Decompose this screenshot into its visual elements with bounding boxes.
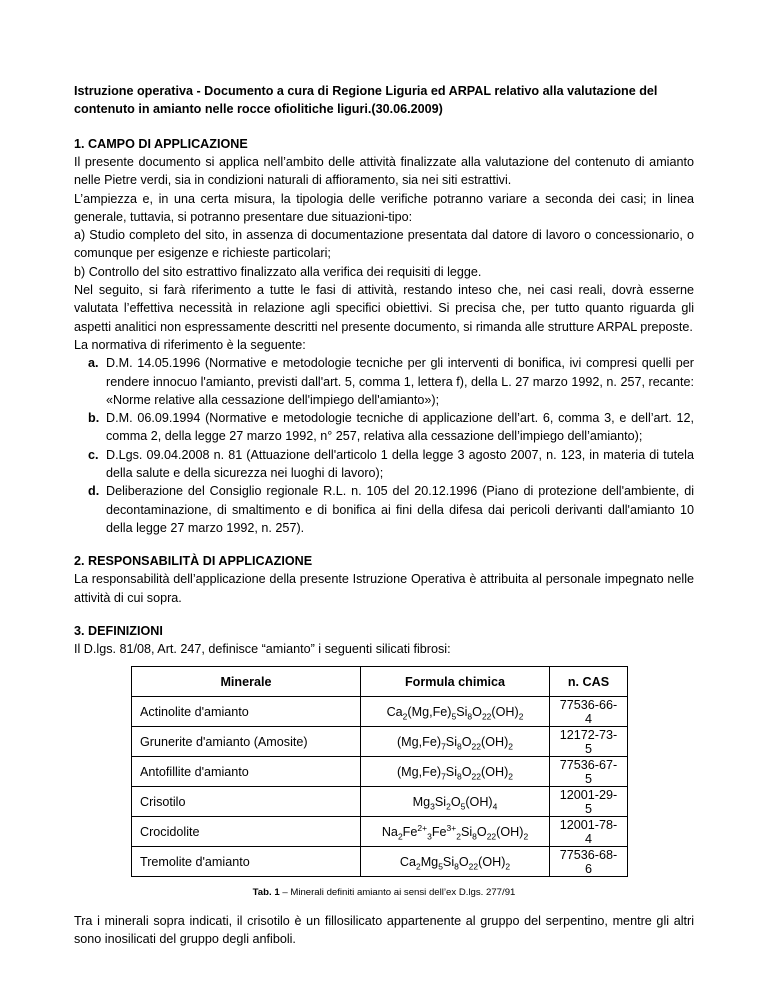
reference-item (74, 409, 694, 446)
reference-text: D.M. 14.05.1996 (Normative e metodologie tecniche per gli interventi di bonifica, ivi compresi quelli per rendere innocuo l'amianto, previsti dall'art. 5, comma 1, lettera f), della L. 27 marzo 1992, n. 257, recante: «Norme relative alla cessazione dell'impiego dell'amianto»); (106, 356, 694, 407)
table-row (132, 847, 628, 877)
reference-text: D.Lgs. 09.04.2008 n. 81 (Attuazione dell'articolo 1 della legge 3 agosto 2007, n. 123, in materia di tutela della salute e della sicurezza nei luoghi di lavoro); (106, 447, 694, 481)
cas-cell: 12172-73-5 (550, 727, 628, 757)
section-heading: 3. DEFINIZIONI (74, 623, 163, 638)
section-definizioni (74, 622, 694, 949)
paragraph: Nel seguito, si farà riferimento a tutte le fasi di attività, restando inteso che, nei casi reali, dovrà esserne valutata l’effettiva necessità in relazione agli specifici obiettivi. Si precisa che, per tutto quanto riguarda gli aspetti analitici non espressamente descritti nel presente documento, si rimanda alle strutture ARPAL preposte. (74, 283, 694, 334)
section-heading: 1. CAMPO DI APPLICAZIONE (74, 137, 248, 151)
reference-marker: d. (88, 484, 100, 499)
reference-text: D.M. 06.09.1994 (Normative e metodologie tecniche di applicazione dell’art. 6, comma 3, e dell’art. 12, comma 2, della legge 27 marzo 1992, n° 257, relativa alla cessazione dell’impiego dell’amianto); (106, 411, 694, 444)
table-row (132, 697, 628, 727)
closing-paragraph: Tra i minerali sopra indicati, il crisotilo è un fillosilicato appartenente al gruppo del serpentino, mentre gli altri sono inosilicati del gruppo degli anfiboli. (74, 914, 694, 947)
table-row (132, 727, 628, 757)
paragraph: Il D.lgs. 81/08, Art. 247, definisce “amianto” i seguenti silicati fibrosi: (74, 641, 451, 656)
formula-cell: $Ca_2Mg_5Si_8O_{22}(OH)_2$ (361, 847, 550, 877)
reference-marker: a. (88, 356, 99, 371)
section-responsabilita (74, 552, 694, 607)
table-caption (74, 887, 694, 898)
cas-cell: 77536-67-5 (550, 757, 628, 787)
reference-marker: b. (88, 411, 100, 426)
cas-cell: 77536-66-4 (550, 697, 628, 727)
mineral-cell: Crocidolite (132, 817, 361, 847)
document-page (74, 82, 694, 949)
section-campo-di-applicazione (74, 135, 694, 537)
document-title: Istruzione operativa - Documento a cura di Regione Liguria ed ARPAL relativo alla valutazione del contenuto in amianto nelle rocce ofiolitiche liguri.(30.06.2009) (74, 84, 658, 116)
formula-cell: $(Mg,Fe)_7Si_8O_{22}(OH)_2$ (361, 757, 550, 787)
reference-marker: c. (88, 447, 99, 462)
mineral-cell: Grunerite d'amianto (Amosite) (132, 727, 361, 757)
paragraph: La responsabilità dell’applicazione della presente Istruzione Operativa è attribuita al personale impegnato nelle attività di cui sopra. (74, 572, 694, 605)
column-header: Minerale (132, 667, 361, 697)
paragraph: La normativa di riferimento è la seguente: (74, 337, 306, 352)
reference-item (74, 446, 694, 483)
formula-cell: $(Mg,Fe)_7Si_8O_{22}(OH)_2$ (361, 727, 550, 757)
formula-cell: $Mg_3Si_2O_5(OH)_4$ (361, 787, 550, 817)
paragraph: a) Studio completo del sito, in assenza di documentazione presentata dal datore di lavoro o concessionario, o comunque per esigenze e richieste particolari; (74, 228, 694, 261)
column-header: n. CAS (550, 667, 628, 697)
reference-text: Deliberazione del Consiglio regionale R.L. n. 105 del 20.12.1996 (Piano di protezione dell'ambiente, di decontaminazione, di smaltimento e di bonifica ai fini della difesa dai pericoli derivanti dall'amianto 10 della legge 27 marzo 1992, n. 257). (106, 484, 694, 535)
paragraph: b) Controllo del sito estrattivo finalizzato alla verifica dei requisiti di legge. (74, 264, 482, 279)
column-header: Formula chimica (361, 667, 550, 697)
table-header-row (132, 667, 628, 697)
table-row (132, 757, 628, 787)
formula-cell: $Na_2Fe^{2+}_3Fe^{3+}_2Si_8O_{22}(OH)_2$ (361, 817, 550, 847)
paragraph: Il presente documento si applica nell’ambito delle attività finalizzate alla valutazione del contenuto di amianto nelle Pietre verdi, sia in condizioni naturali di affioramento, sia nei siti estrattivi. (74, 155, 694, 188)
caption-label: Tab. 1 (252, 887, 280, 899)
cas-cell: 77536-68-6 (550, 847, 628, 877)
table-row (132, 817, 628, 847)
reference-item (74, 354, 694, 409)
mineral-cell: Actinolite d'amianto (132, 697, 361, 727)
references-list (74, 354, 694, 537)
table-row (132, 787, 628, 817)
cas-cell: 12001-78-4 (550, 817, 628, 847)
cas-cell: 12001-29-5 (550, 787, 628, 817)
paragraph: L’ampiezza e, in una certa misura, la tipologia delle verifiche potranno variare a seconda dei casi; in linea generale, tuttavia, si potranno presentare due situazioni-tipo: (74, 191, 694, 224)
section-heading: 2. RESPONSABILITÀ DI APPLICAZIONE (74, 554, 313, 569)
caption-text: – Minerali definiti amianto ai sensi dell’ex D.lgs. 277/91 (279, 887, 516, 899)
mineral-cell: Tremolite d'amianto (132, 847, 361, 877)
mineral-cell: Crisotilo (132, 787, 361, 817)
mineral-cell: Antofillite d'amianto (132, 757, 361, 787)
formula-cell: $Ca_2(Mg,Fe)_5Si_8O_{22}(OH)_2$ (361, 697, 550, 727)
reference-item (74, 482, 694, 537)
minerals-table (131, 666, 628, 877)
